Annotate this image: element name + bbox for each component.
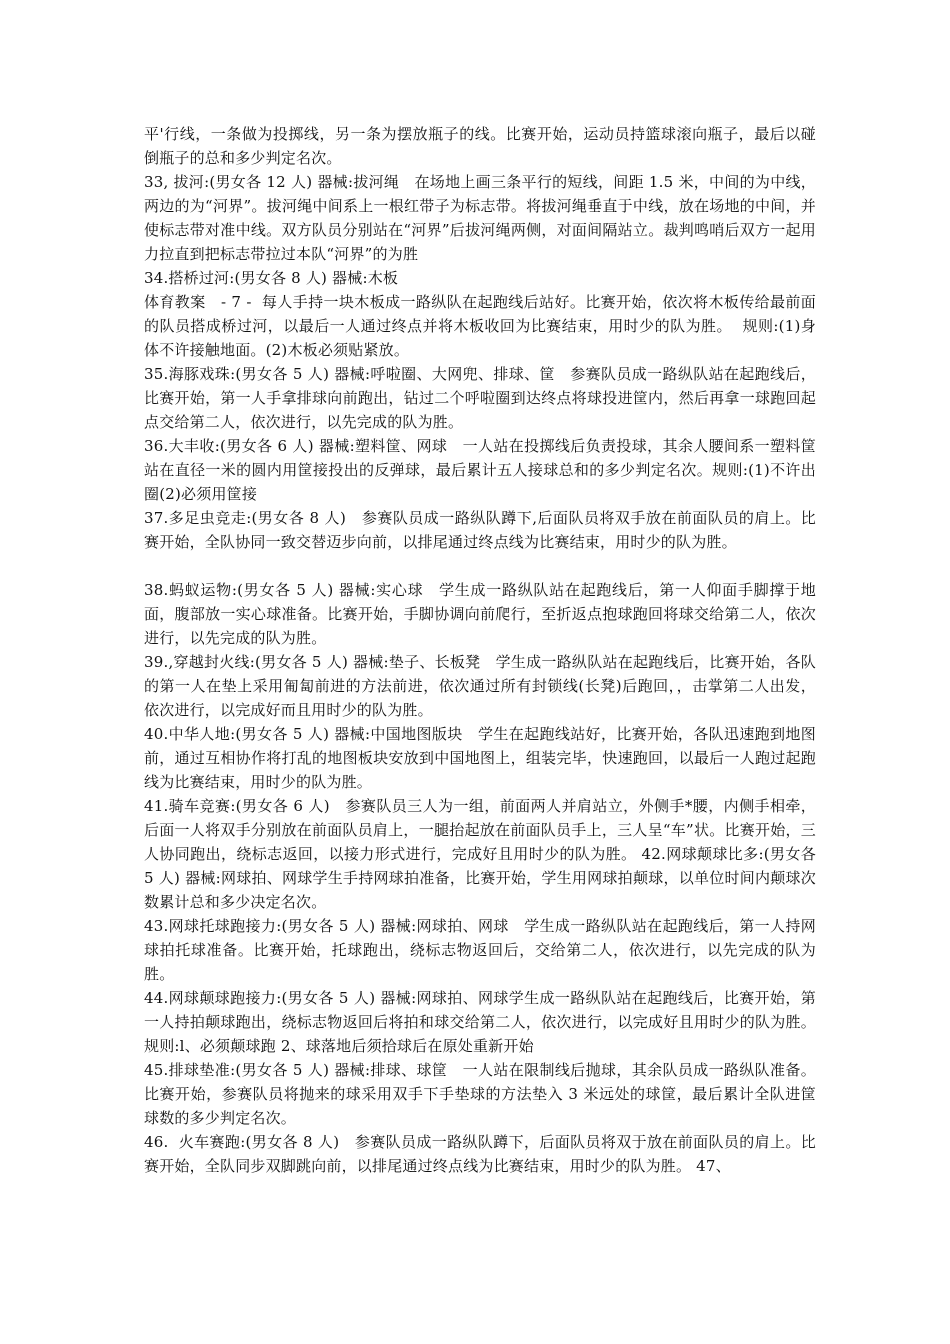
paragraph-39-firewall-crossing: 39.,穿越封火线:(男女各 5 人) 器械:垫子、长板凳 学生成一路纵队站在起跑线后，比赛开始，各队的第一人在垫上采用匍匐前进的方法前进，依次通过所有封锁线(长凳)后跑回，，击掌第二人出发，依次进行，以完成好而且用时少的队为胜。	[144, 653, 816, 719]
paragraph-36-harvest: 36.大丰收:(男女各 6 人) 器械:塑料筐、网球 一人站在投掷线后负责投球，其余人腰间系一塑料筐站在直径一米的圆内用筐接投出的反弹球，最后累计五人接球总和的多少判定名次。规则:(1)不许出圈(2)必须用筐接	[144, 437, 816, 503]
paragraph-37-centipede-walk: 37.多足虫竞走:(男女各 8 人) 参赛队员成一路纵队蹲下,后面队员将双手放在前面队员的肩上。比赛开始，全队协同一致交替迈步向前，以排尾通过终点线为比赛结束，用时少的队为胜。	[144, 509, 816, 551]
paragraph-35-dolphin-ball: 35.海豚戏珠:(男女各 5 人) 器械:呼啦圈、大网兜、排球、筐 参赛队员成一路纵队站在起跑线后，比赛开始，第一人手拿排球向前跑出，钻过二个呼啦圈到达终点将球投进筐内，然后再拿一球跑回起点交给第二人，依次进行，以先完成的队为胜。	[144, 365, 816, 431]
paragraph-38-ant-carry: 38.蚂蚁运物:(男女各 5 人) 器械:实心球 学生成一路纵队站在起跑线后，第一人仰面手脚撑于地面，腹部放一实心球准备。比赛开始，手脚协调向前爬行，至折返点抱球跑回将球交给第二人，依次进行，以先完成的队为胜。	[144, 581, 816, 647]
paragraph-bowling-end: 平'行线，一条做为投掷线，另一条为摆放瓶子的线。比赛开始，运动员持篮球滚向瓶子，最后以碰倒瓶子的总和多少判定名次。	[144, 125, 816, 167]
paragraph-40-china-map: 40.中华人地:(男女各 5 人) 器械:中国地图版块 学生在起跑线站好，比赛开始，各队迅速跑到地图前，通过互相协作将打乱的地图板块安放到中国地图上，组装完毕，快速跑回，以最后一人跑过起跑线为比赛结束，用时少的队为胜。	[144, 725, 816, 791]
document-body	[144, 122, 826, 1178]
blank-line	[144, 554, 816, 578]
paragraph-33-tug-of-war: 33, 拔河:(男女各 12 人) 器械:拔河绳 在场地上画三条平行的短线，间距 1.5 米，中间的为中线，两边的为“河界”。拔河绳中间系上一根红带子为标志带。将拔河绳垂直于中线，放在场地的中间，并使标志带对准中线。双方队员分别站在“河界”后拔河绳两侧，对面间隔站立。裁判鸣哨后双方一起用力拉直到把标志带拉过本队“河界”的为胜	[144, 173, 816, 263]
paragraph-44-tennis-bounce-relay: 44.网球颠球跑接力:(男女各 5 人) 器械:网球拍、网球学生成一路纵队站在起跑线后，比赛开始，第一人持拍颠球跑出，绕标志物返回后将拍和球交给第二人，依次进行，以完成好且用时少的队为胜。 规则:l、必须颠球跑 2、球落地后须拾球后在原处重新开始	[144, 989, 826, 1055]
paragraph-43-tennis-carry-relay: 43.网球托球跑接力:(男女各 5 人) 器械:网球拍、网球 学生成一路纵队站在起跑线后，第一人持网球拍托球准备。比赛开始，托球跑出，绕标志物返回后，交给第二人，依次进行，以先完成的队为胜。	[144, 917, 816, 983]
paragraph-34-bridge-crossing: 34.搭桥过河:(男女各 8 人) 器械:木板	[144, 269, 399, 287]
paragraph-41-42-cart-race: 41.骑车竞赛:(男女各 6 人) 参赛队员三人为一组，前面两人并肩站立，外侧手*腰，内侧手相牵，后面一人将双手分别放在前面队员肩上，一腿抬起放在前面队员手上，三人呈“车”状。比赛开始，三人协同跑出，绕标志返回，以接力形式进行，完成好且用时少的队为胜。 42.网球颠球比多:(男女各 5 人) 器械:网球拍、网球学生手持网球拍准备，比赛开始，学生用网球拍颠球，以单位时间内颠球次数累计总和多少决定名次。	[144, 797, 821, 911]
paragraph-34-bridge-rules: 体育教案 - 7 - 每人手持一块木板成一路纵队在起跑线后站好。比赛开始，依次将木板传给最前面的队员搭成桥过河，以最后一人通过终点并将木板收回为比赛结束，用时少的队为胜。 规则:(1)身体不许接触地面。(2)木板必须贴紧放。	[144, 293, 816, 359]
paragraph-46-train-race: 46. 火车赛跑:(男女各 8 人) 参赛队员成一路纵队蹲下，后面队员将双于放在前面队员的肩上。比赛开始，全队同步双脚跳向前，以排尾通过终点线为比赛结束，用时少的队为胜。 47、	[144, 1133, 816, 1175]
paragraph-45-volleyball-accuracy: 45.排球垫准:(男女各 5 人) 器械:排球、球筐 一人站在限制线后抛球，其余队员成一路纵队准备。比赛开始，参赛队员将抛来的球采用双手下手垫球的方法垫入 3 米远处的球筐，最后累计全队进筐球数的多少判定名次。	[144, 1061, 816, 1127]
